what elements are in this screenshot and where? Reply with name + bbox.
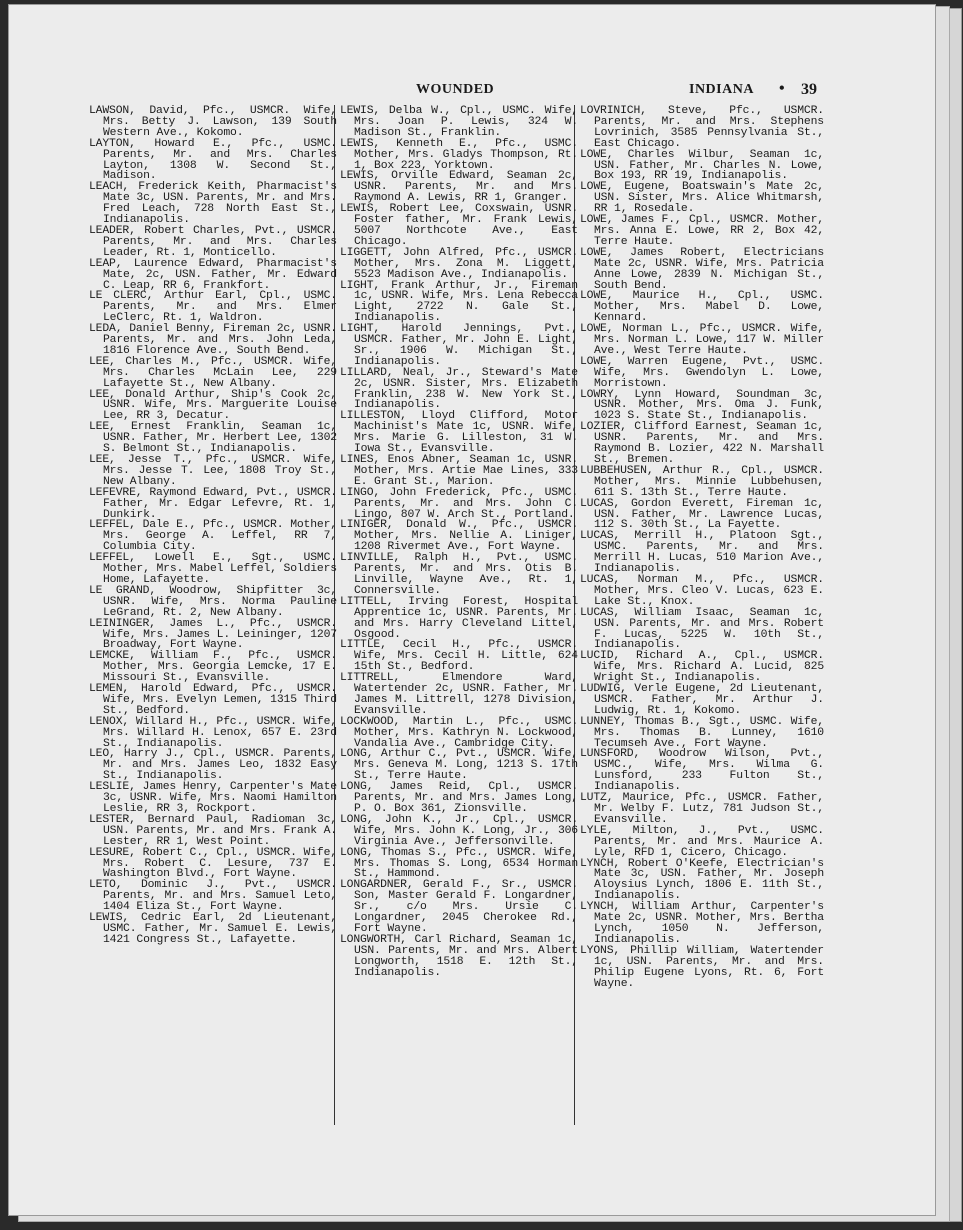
casualty-entry: LEMEN, Harold Edward, Pfc., USMCR. Wife, Mrs. Evelyn Lemen, 1315 Third St., Bedford. [89,683,337,717]
page-number: 39 [801,81,817,98]
casualty-entry: LEAP, Laurence Edward, Pharmacist's Mate, 2c, USN. Father, Mr. Edward C. Leap, RR 6, Frankfort. [89,257,337,292]
casualty-entry: LEE, Charles M., Pfc., USMCR. Wife, Mrs. Charles McLain Lee, 229 Lafayette St., New Albany. [89,355,337,390]
casualty-entry: LONG, Arthur C., Pvt., USMCR. Wife, Mrs. Geneva M. Long, 1213 S. 17th St., Terre Haute. [340,748,578,783]
casualty-entry: LIGHT, Frank Arthur, Jr., Fireman 1c, USNR. Wife, Mrs. Lena Rebecca Light, 2722 N. Gale St., Indianapolis. [340,279,578,325]
casualty-entry: LEFFEL, Lowell E., Sgt., USMC. Mother, Mrs. Mabel Leffel, Soldiers Home, Lafayette. [89,552,337,586]
header-bullet: • [779,80,785,97]
casualty-entry: LEE, Donald Arthur, Ship's Cook 2c, USNR. Wife, Mrs. Marguerite Louise Lee, RR 3, Decatur. [89,388,337,423]
casualty-entry: LIGHT, Harold Jennings, Pvt., USMCR. Father, Mr. John E. Light, Sr., 1906 W. Michigan St., Indianapolis. [340,323,578,368]
casualty-entry: LIGGETT, John Alfred, Pfc., USMCR. Mother, Mrs. Zona M. Liggett, 5523 Madison Ave., Indianapolis. [340,246,578,281]
casualty-entry: LUDWIG, Verle Eugene, 2d Lieutenant, USMCR. Father, Mr. Arthur J. Ludwig, Rt. 1, Kokomo. [580,683,824,717]
casualty-entry: LESURE, Robert C., Cpl., USMCR. Wife, Mrs. Robert C. Lesure, 737 E. Washington Blvd., Fort Wayne. [89,846,337,881]
casualty-entry: LAYTON, Howard E., Pfc., USMC. Parents, Mr. and Mrs. Charles Layton, 1308 W. Second St., Madison. [89,137,337,183]
casualty-entry: LONG, James Reid, Cpl., USMCR. Parents, Mr. and Mrs. James Long, P. O. Box 361, Zionsville. [340,781,578,815]
casualty-entry: LONG, Thomas S., Pfc., USMCR. Wife, Mrs. Thomas S. Long, 6534 Horman St., Hammond. [340,846,578,881]
casualty-entry: LITTRELL, Elmendore Ward, Watertender 2c, USNR. Father, Mr. James M. Littrell, 1278 Division, Evansville. [340,672,578,717]
casualty-entry: LEACH, Frederick Keith, Pharmacist's Mate 3c, USN. Parents, Mr. and Mrs. Fred Leach, 728 North East St., Indianapolis. [89,181,337,227]
casualty-entry: LINES, Enos Abner, Seaman 1c, USNR. Mother, Mrs. Artie Mae Lines, 333 E. Grant St., Marion. [340,454,578,488]
document-page [8,4,936,1216]
casualty-entry: LEWIS, Orville Edward, Seaman 2c, USNR. Parents, Mr. and Mrs. Raymond A. Lewis, RR 1, Granger. [340,170,578,205]
casualty-entry: LUTZ, Maurice, Pfc., USMCR. Father, Mr. Welby F. Lutz, 781 Judson St., Evansville. [580,792,824,826]
casualty-entry: LEWIS, Robert Lee, Coxswain, USNR. Foster father, Mr. Frank Lewis, 5007 Northcote Ave., East Chicago. [340,203,578,248]
casualty-entry: LONGARDNER, Gerald F., Sr., USMCR. Son, Master Gerald F. Longardner, Sr., c/o Mrs. Ursie C. Longardner, 2045 Cherokee Rd., Fort Wayne. [340,879,578,935]
casualty-entry: LOZIER, Clifford Earnest, Seaman 1c, USNR. Parents, Mr. and Mrs. Raymond B. Lozier, 422 N. Marshall St., Bremen. [580,421,824,466]
casualty-entry: LINGO, John Frederick, Pfc., USMC. Parents, Mr. and Mrs. John C. Lingo, 807 W. Arch St., Portland. [340,486,578,521]
casualty-entry: LOCKWOOD, Martin L., Pfc., USMC. Mother, Mrs. Kathryn N. Lockwood, Vandalia Ave., Cambridge City. [340,715,578,750]
casualty-entry: LEO, Harry J., Cpl., USMCR. Parents, Mr. and Mrs. James Leo, 1832 Easy St., Indianapolis. [89,748,337,783]
casualty-entry: LEE, Jesse T., Pfc., USMCR. Wife, Mrs. Jesse T. Lee, 1808 Troy St., New Albany. [89,454,337,488]
column-3 [580,106,824,989]
casualty-entry: LESLIE, James Henry, Carpenter's Mate 3c, USNR. Wife, Mrs. Naomi Hamilton Leslie, RR 3, Rockport. [89,781,337,815]
casualty-entry: LUCAS, William Isaac, Seaman 1c, USN. Parents, Mr. and Mrs. Robert F. Lucas, 5225 W. 10th St., Indianapolis. [580,606,824,652]
casualty-entry: LITTELL, Irving Forest, Hospital Apprentice 1c, USNR. Parents, Mr. and Mrs. Harry Cleveland Littel, Osgood. [340,595,578,641]
page-title: WOUNDED [416,82,495,97]
casualty-entry: LONG, John K., Jr., Cpl., USMCR. Wife, Mrs. John K. Long, Jr., 306 Virginia Ave., Jeffersonville. [340,813,578,848]
casualty-entry: LOWE, James F., Cpl., USMCR. Mother, Mrs. Anna E. Lowe, RR 2, Box 42, Terre Haute. [580,214,824,248]
casualty-entry: LOWE, James Robert, Electricians Mate 2c, USNR. Wife, Mrs. Patricia Anne Lowe, 2839 N. Michigan St., South Bend. [580,246,824,292]
casualty-entry: LEWIS, Kenneth E., Pfc., USMC. Mother, Mrs. Gladys Thompson, Rt. 1, Box 223, Yorktown. [340,137,578,172]
casualty-entry: LUNSFORD, Woodrow Wilson, Pvt., USMC., Wife, Mrs. Wilma G. Lunsford, 233 Fulton St., Indianapolis. [580,748,824,794]
casualty-entry: LESTER, Bernard Paul, Radioman 3c, USN. Parents, Mr. and Mrs. Frank A. Lester, RR 1, West Point. [89,813,337,848]
casualty-entry: LOWRY, Lynn Howard, Soundman 3c, USNR. Mother, Mrs. Oma J. Funk, 1023 S. State St., Indianapolis. [580,388,824,423]
casualty-entry: LEADER, Robert Charles, Pvt., USMCR. Parents, Mr. and Mrs. Charles Leader, Rt. 1, Monticello. [89,224,337,259]
casualty-entry: LUCAS, Gordon Everett, Fireman 1c, USN. Father, Mr. Lawrence Lucas, 112 S. 30th St., La Fayette. [580,497,824,532]
casualty-entry: LETO, Dominic J., Pvt., USMCR. Parents, Mr. and Mrs. Samuel Leto, 1404 Eliza St., Fort Wayne. [89,879,337,914]
casualty-entry: LYNCH, William Arthur, Carpenter's Mate 2c, USNR. Mother, Mrs. Bertha Lynch, 1050 N. Jefferson, Indianapolis. [580,901,824,946]
column-2 [340,106,578,979]
casualty-entry: LILLARD, Neal, Jr., Steward's Mate 2c, USNR. Sister, Mrs. Elizabeth Franklin, 238 W. New York St., Indianapolis. [340,366,578,412]
casualty-entry: LOWE, Eugene, Boatswain's Mate 2c, USN. Sister, Mrs. Alice Whitmarsh, RR 1, Rosedale. [580,181,824,216]
casualty-entry: LEDA, Daniel Benny, Fireman 2c, USNR. Parents, Mr. and Mrs. John Leda, 1816 Florence Ave., South Bend. [89,323,337,357]
casualty-entry: LITTLE, Cecil H., Pfc., USMCR. Wife, Mrs. Cecil H. Little, 624 15th St., Bedford. [340,639,578,674]
state-name: INDIANA [689,82,754,97]
casualty-entry: LOWE, Norman L., Pfc., USMCR. Wife, Mrs. Norman L. Lowe, 117 W. Miller Ave., West Terre Haute. [580,323,824,357]
casualty-entry: LOWE, Warren Eugene, Pvt., USMC. Wife, Mrs. Gwendolyn L. Lowe, Morristown. [580,355,824,390]
casualty-entry: LENOX, Willard H., Pfc., USMCR. Wife, Mrs. Willard H. Lenox, 657 E. 23rd St., Indianapolis. [89,715,337,750]
page-header [9,82,935,104]
casualty-entry: LOVRINICH, Steve, Pfc., USMCR. Parents, Mr. and Mrs. Stephens Lovrinich, 3585 Pennsylvania St., East Chicago. [580,105,824,150]
casualty-entry: LE GRAND, Woodrow, Shipfitter 3c, USNR. Wife, Mrs. Norma Pauline LeGrand, Rt. 2, New Albany. [89,584,337,619]
casualty-entry: LEMCKE, William F., Pfc., USMCR. Mother, Mrs. Georgia Lemcke, 17 E. Missouri St., Evansville. [89,650,337,685]
casualty-entry: LOWE, Maurice H., Cpl., USMC. Mother, Mrs. Mabel D. Lowe, Kennard. [580,290,824,325]
casualty-entry: LUCID, Richard A., Cpl., USMCR. Wife, Mrs. Richard A. Lucid, 825 Wright St., Indianapolis. [580,650,824,685]
casualty-entry: LUNNEY, Thomas B., Sgt., USMC. Wife, Mrs. Thomas B. Lunney, 1610 Tecumseh Ave., Fort Wayne. [580,715,824,750]
casualty-entry: LUBBEHUSEN, Arthur R., Cpl., USMCR. Mother, Mrs. Minnie Lubbehusen, 611 S. 13th St., Terre Haute. [580,464,824,499]
casualty-entry: LEE, Ernest Franklin, Seaman 1c, USNR. Father, Mr. Herbert Lee, 1302 S. Belmont St., Indianapolis. [89,421,337,456]
casualty-entry: LONGWORTH, Carl Richard, Seaman 1c, USN. Parents, Mr. and Mrs. Albert Longworth, 1518 E. 12th St., Indianapolis. [340,933,578,979]
casualty-entry: LYNCH, Robert O'Keefe, Electrician's Mate 3c, USN. Father, Mr. Joseph Aloysius Lynch, 1806 E. 11th St., Indianapolis. [580,857,824,903]
casualty-entry: LINIGER, Donald W., Pfc., USMCR. Mother, Mrs. Nellie A. Liniger, 1208 Rivermet Ave., Fort Wayne. [340,519,578,554]
casualty-entry: LEWIS, Cedric Earl, 2d Lieutenant, USMC. Father, Mr. Samuel E. Lewis, 1421 Congress St., Lafayette. [89,912,337,946]
casualty-entry: LEWIS, Delba W., Cpl., USMC. Wife, Mrs. Joan P. Lewis, 324 W. Madison St., Franklin. [340,105,578,139]
casualty-entry: LEFFEL, Dale E., Pfc., USMCR. Mother, Mrs. George A. Leffel, RR 7, Columbia City. [89,519,337,554]
casualty-entry: LYONS, Phillip William, Watertender 1c, USN. Parents, Mr. and Mrs. Philip Eugene Lyons, Rt. 6, Fort Wayne. [580,944,824,990]
casualty-entry: LUCAS, Norman M., Pfc., USMCR. Mother, Mrs. Cleo V. Lucas, 623 E. Lake St., Knox. [580,573,824,608]
casualty-entry: LYLE, Milton, J., Pvt., USMC. Parents, Mr. and Mrs. Maurice A. Lyle, RFD 1, Cicero, Chicago. [580,824,824,859]
casualty-entry: LILLESTON, Lloyd Clifford, Motor Machinist's Mate 1c, USNR. Wife, Mrs. Marie G. Lilleston, 31 W. Iowa St., Evansville. [340,410,578,456]
casualty-entry: LINVILLE, Ralph H., Pvt., USMC. Parents, Mr. and Mrs. Otis B. Linville, Wayne Ave., Rt. 1, Connersville. [340,552,578,597]
casualty-entry: LE CLERC, Arthur Earl, Cpl., USMC. Parents, Mr. and Mrs. Elmer LeClerc, Rt. 1, Waldron. [89,290,337,325]
casualty-entry: LEININGER, James L., Pfc., USMCR. Wife, Mrs. James L. Leininger, 1207 Broadway, Fort Wayne. [89,617,337,652]
casualty-entry: LUCAS, Merrill H., Platoon Sgt., USMC. Parents, Mr. and Mrs. Merrill H. Lucas, 510 Marion Ave., Indianapolis. [580,530,824,576]
casualty-entry: LOWE, Charles Wilbur, Seaman 1c, USN. Father, Mr. Charles N. Lowe, Box 193, RR 19, Indianapolis. [580,148,824,183]
casualty-entry: LAWSON, David, Pfc., USMCR. Wife, Mrs. Betty J. Lawson, 139 South Western Ave., Kokomo. [89,105,337,139]
column-1 [89,106,337,946]
casualty-entry: LEFEVRE, Raymond Edward, Pvt., USMCR. Father, Mr. Edgar Lefevre, Rt. 1, Dunkirk. [89,486,337,521]
